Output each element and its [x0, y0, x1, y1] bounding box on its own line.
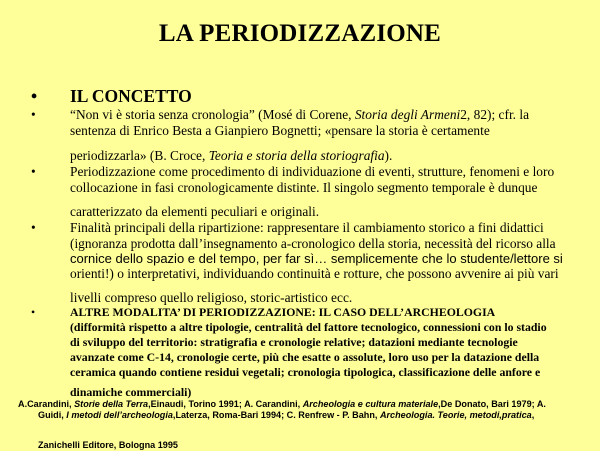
- reference-line-3: Zanichelli Editore, Bologna 1995: [38, 440, 178, 450]
- bullet-icon: •: [31, 305, 36, 319]
- slide: LA PERIODIZZAZIONE • IL CONCETTO • “Non vi è storia senza cronologia” (Mosé di Corene, Storia degli Armeni2, 82); cfr. la sentenza di Enrico Besta a Gianpiero Bognetti; «pensare la storia è certamente periodizzarla» (B. Croce, Teoria e storia della storiografia). • Periodizzazione come procedimento di individuazione di eventi, strutture, fenomeni e loro collocazione in fasi cronologicamente distinte. Il singolo segmento temporale è dunque caratterizzato da elementi peculiari e originali. • Finalità principali della ripartizione: rappresentare il cambiamento storico a fini didattici (ignoranza prodotta dall’insegnamento a-cronologico della storia, necessità del ricorso alla cornice dello spazio e del tempo, per far sì… semplicemente che lo studente/lettore si orienti!) o interpretativi, individuando continuità e rotture, che possono avvenire ai più vari livelli compreso quello religioso, storic-artistico ecc. • ALTRE MODALITA’ DI PERIODIZZAZIONE: IL CASO DELL’ARCHEOLOGIA (difformità rispetto a altre tipologie, centralità del fattore tecnologico, connessioni con lo stadio di sviluppo del territorio: stratigrafia e cronologie relative; datazioni mediante tecnologie avanzate come C-14, cronologie certe, più che esatte o assolute, loro uso per la datazione della ceramica quando contiene residui vegetali; cronologia tipologica, classificazione delle anfore e dinamiche commerciali) A.Carandini, Storie della Terra,Einaudi, Torino 1991; A. Carandini, Archeologia e cultura materiale,De Donato, Bari 1979; A. Guidi, I metodi dell’archeologia,Laterza, Roma-Bari 1994; C. Renfrew - P. Bahn, Archeologia. Teorie, metodi,pratica, Zanichelli Editore, Bologna 1995: [0, 0, 600, 450]
- concept-heading: IL CONCETTO: [70, 86, 192, 106]
- bullet-icon: •: [31, 86, 38, 106]
- slide-title: LA PERIODIZZAZIONE: [158, 20, 442, 47]
- bullet-icon: •: [31, 220, 36, 235]
- bullet-icon: •: [31, 164, 36, 179]
- reference-line-2: Guidi, I metodi dell’archeologia,Laterza, Roma-Bari 1994; C. Renfrew - P. Bahn, Archeologia. Teorie, metodi,pratica,: [38, 410, 535, 420]
- bullet-icon: •: [31, 107, 36, 122]
- reference-line-1: A.Carandini, Storie della Terra,Einaudi, Torino 1991; A. Carandini, Archeologia e cultura materiale,De Donato, Bari 1979; A.: [18, 399, 546, 409]
